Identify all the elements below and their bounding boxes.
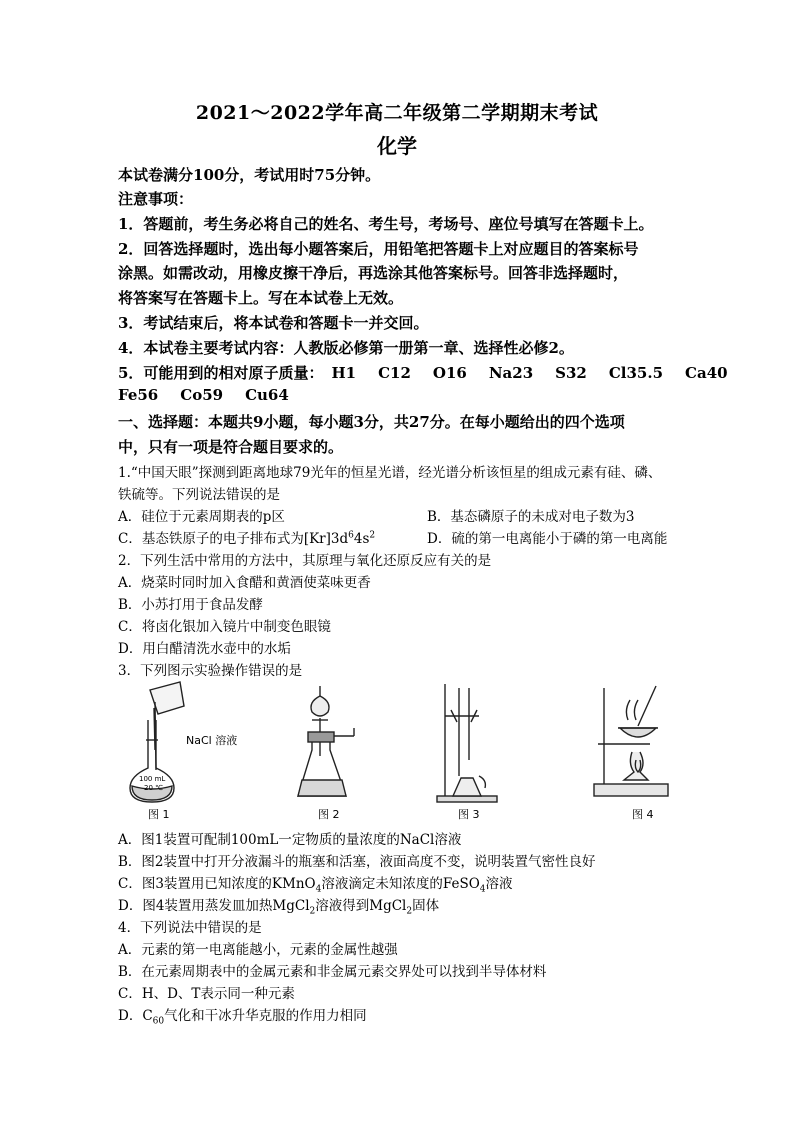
atomic-mass: Co59 bbox=[180, 386, 224, 404]
atomic-mass-row bbox=[118, 362, 728, 383]
notice-2-cont: 涂黑。如需改动，用橡皮擦干净后，再选涂其他答案标号。回答非选择题时， bbox=[118, 264, 629, 282]
flask-volume-mark: 100 mL bbox=[139, 775, 166, 783]
atomic-mass-label: 5．可能用到的相对原子质量： bbox=[118, 364, 324, 382]
score-line: 本试卷满分100分，考试用时75分钟。 bbox=[118, 166, 381, 184]
section-heading-cont: 中，只有一项是符合题目要求的。 bbox=[118, 438, 344, 456]
notice-2: 2．回答选择题时，选出每小题答案后，用铅笔把答题卡上对应题目的答案标号 bbox=[118, 240, 639, 258]
q3-option-b: B．图2装置中打开分液漏斗的瓶塞和活塞，液面高度不变，说明装置气密性良好 bbox=[118, 854, 596, 870]
q2-option-c: C．将卤化银加入镜片中制变色眼镜 bbox=[118, 619, 331, 635]
atomic-mass: H1 bbox=[331, 364, 357, 382]
q1-stem-cont: 铁硫等。下列说法错误的是 bbox=[118, 487, 280, 503]
q4-option-a: A．元素的第一电离能越小，元素的金属性越强 bbox=[118, 942, 398, 958]
atomic-mass: Na23 bbox=[488, 364, 534, 382]
figure-4-evaporation bbox=[590, 680, 680, 805]
notice-1: 1．答题前，考生务必将自己的姓名、考生号，考场号、座位号填写在答题卡上。 bbox=[118, 215, 654, 233]
notice-2-end: 将答案写在答题卡上。写在本试卷上无效。 bbox=[118, 289, 404, 307]
atomic-mass: Cl35.5 bbox=[608, 364, 664, 382]
figure-3-titration bbox=[435, 680, 505, 805]
q1-option-a: A．硅位于元素周期表的p区 bbox=[118, 509, 285, 525]
q3-option-d: D．图4装置用蒸发皿加热MgCl$_2$溶液得到MgCl$_2$固体 bbox=[118, 898, 440, 917]
atomic-mass: Cu64 bbox=[245, 386, 289, 404]
q2-option-b: B．小苏打用于食品发酵 bbox=[118, 597, 263, 613]
exam-title: 2021～2022学年高二年级第二学期期末考试 bbox=[195, 102, 599, 124]
q3-option-c: C．图3装置用已知浓度的KMnO$_4$溶液滴定未知浓度的FeSO$_4$溶液 bbox=[118, 876, 513, 895]
q4-stem: 4．下列说法中错误的是 bbox=[118, 920, 262, 936]
notice-3: 3．考试结束后，将本试卷和答题卡一并交回。 bbox=[118, 314, 429, 332]
figure-4-label: 图 4 bbox=[632, 808, 654, 821]
q4-option-c: C．H、D、T表示同一种元素 bbox=[118, 986, 295, 1002]
atomic-mass: Fe56 bbox=[118, 386, 159, 404]
atomic-mass: S32 bbox=[555, 364, 587, 382]
atomic-mass: O16 bbox=[432, 364, 467, 382]
nacl-label: NaCl 溶液 bbox=[186, 734, 238, 747]
figure-2-gas-tightness bbox=[290, 680, 370, 805]
figure-1-volumetric-flask bbox=[122, 680, 242, 805]
notice-4: 4．本试卷主要考试内容：人教版必修第一册第一章、选择性必修2。 bbox=[118, 339, 574, 357]
q4-option-b: B．在元素周期表中的金属元素和非金属元素交界处可以找到半导体材料 bbox=[118, 964, 547, 980]
q3-option-a: A．图1装置可配制100mL一定物质的量浓度的NaCl溶液 bbox=[118, 832, 462, 848]
q1-option-c: C．基态铁原子的电子排布式为$[Kr]3d^64s^2$ bbox=[118, 530, 376, 547]
q4-option-d: D．$C_{60}$气化和干冰升华克服的作用力相同 bbox=[118, 1008, 367, 1027]
q1-option-d: D．硫的第一电离能小于磷的第一电离能 bbox=[427, 531, 668, 547]
atomic-mass: Ca40 bbox=[685, 364, 728, 382]
figure-1-label: 图 1 bbox=[148, 808, 170, 821]
q2-option-a: A．烧菜时同时加入食醋和黄酒使菜味更香 bbox=[118, 575, 371, 591]
q1-option-b: B．基态磷原子的未成对电子数为3 bbox=[427, 509, 635, 525]
figure-3-label: 图 3 bbox=[458, 808, 480, 821]
q2-stem: 2．下列生活中常用的方法中，其原理与氧化还原反应有关的是 bbox=[118, 553, 492, 569]
exam-subject: 化学 bbox=[377, 134, 417, 158]
q2-option-d: D．用白醋清洗水壶中的水垢 bbox=[118, 641, 291, 657]
section-heading: 一、选择题：本题共9小题，每小题3分，共27分。在每小题给出的四个选项 bbox=[118, 413, 625, 431]
q3-stem: 3．下列图示实验操作错误的是 bbox=[118, 663, 303, 679]
atomic-mass: C12 bbox=[378, 364, 411, 382]
atomic-mass-row-2 bbox=[118, 386, 311, 404]
notice-heading: 注意事项： bbox=[118, 190, 194, 208]
flask-temp-mark: 20 ℃ bbox=[144, 784, 163, 792]
q1-stem: 1.“中国天眼”探测到距离地球79光年的恒星光谱，经光谱分析该恒星的组成元素有硅、磷、 bbox=[118, 465, 662, 481]
figure-2-label: 图 2 bbox=[318, 808, 340, 821]
